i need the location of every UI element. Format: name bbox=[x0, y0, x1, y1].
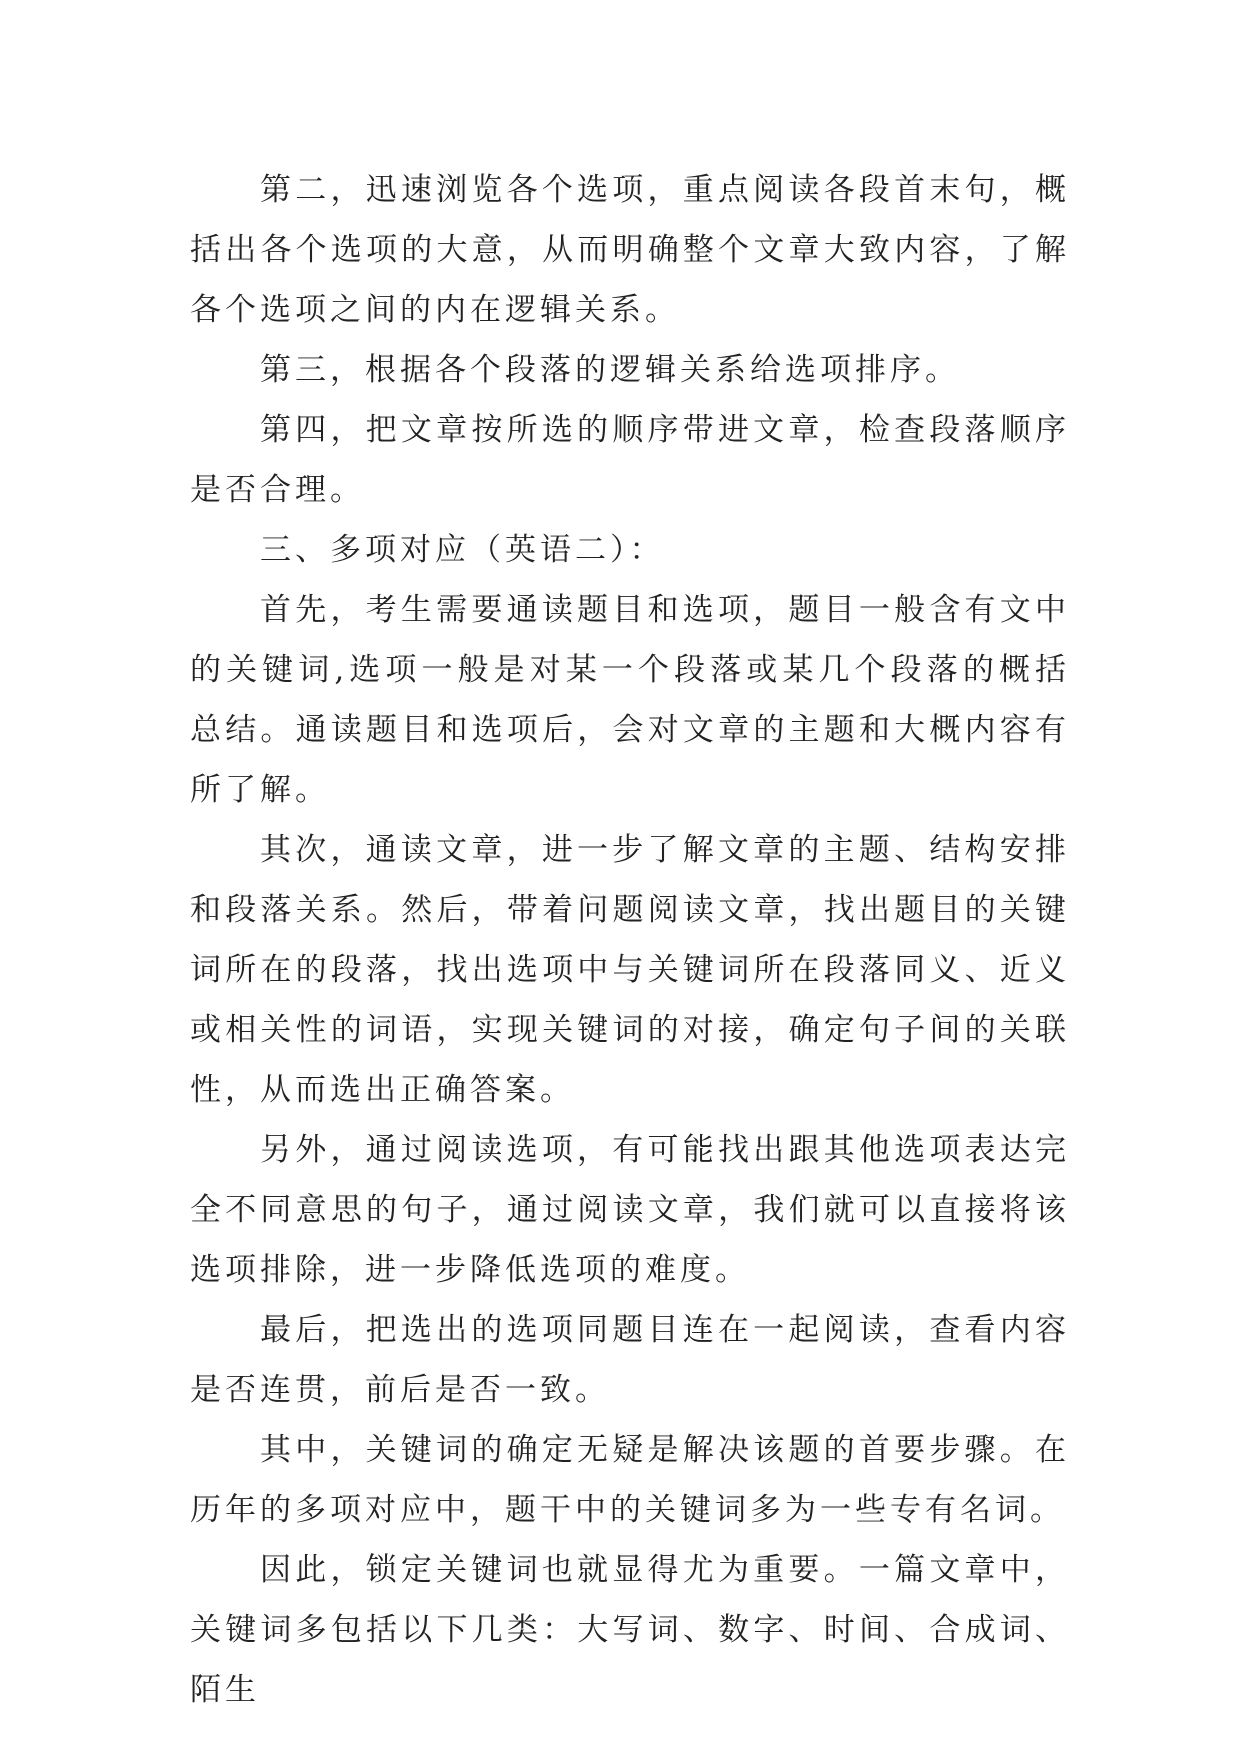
document-body bbox=[190, 160, 1070, 1720]
paragraph-keywords: 其中，关键词的确定无疑是解决该题的首要步骤。在历年的多项对应中，题干中的关键词多为一些专有名词。 bbox=[190, 1432, 1070, 1528]
paragraph-step-four: 第四，把文章按所选的顺序带进文章，检查段落顺序是否合理。 bbox=[190, 412, 1070, 508]
paragraph-second: 其次，通读文章，进一步了解文章的主题、结构安排和段落关系。然后，带着问题阅读文章，找出题目的关键词所在的段落，找出选项中与关键词所在段落同义、近义或相关性的词语，实现关键词的对接，确定句子间的关联性，从而选出正确答案。 bbox=[190, 832, 1070, 1108]
section-heading: 三、多项对应（英语二）： bbox=[260, 532, 665, 568]
paragraph-step-two: 第二，迅速浏览各个选项，重点阅读各段首末句，概括出各个选项的大意，从而明确整个文章大致内容，了解各个选项之间的内在逻辑关系。 bbox=[190, 172, 1070, 328]
paragraph-step-three: 第三，根据各个段落的逻辑关系给选项排序。 bbox=[260, 352, 960, 388]
paragraph-therefore: 因此，锁定关键词也就显得尤为重要。一篇文章中，关键词多包括以下几类：大写词、数字、时间、合成词、陌生 bbox=[190, 1552, 1070, 1708]
paragraph-finally: 最后，把选出的选项同题目连在一起阅读，查看内容是否连贯，前后是否一致。 bbox=[190, 1312, 1070, 1408]
paragraph-first: 首先，考生需要通读题目和选项，题目一般含有文中的关键词,选项一般是对某一个段落或某几个段落的概括总结。通读题目和选项后，会对文章的主题和大概内容有所了解。 bbox=[190, 592, 1070, 808]
paragraph-additionally: 另外，通过阅读选项，有可能找出跟其他选项表达完全不同意思的句子，通过阅读文章，我们就可以直接将该选项排除，进一步降低选项的难度。 bbox=[190, 1132, 1070, 1288]
